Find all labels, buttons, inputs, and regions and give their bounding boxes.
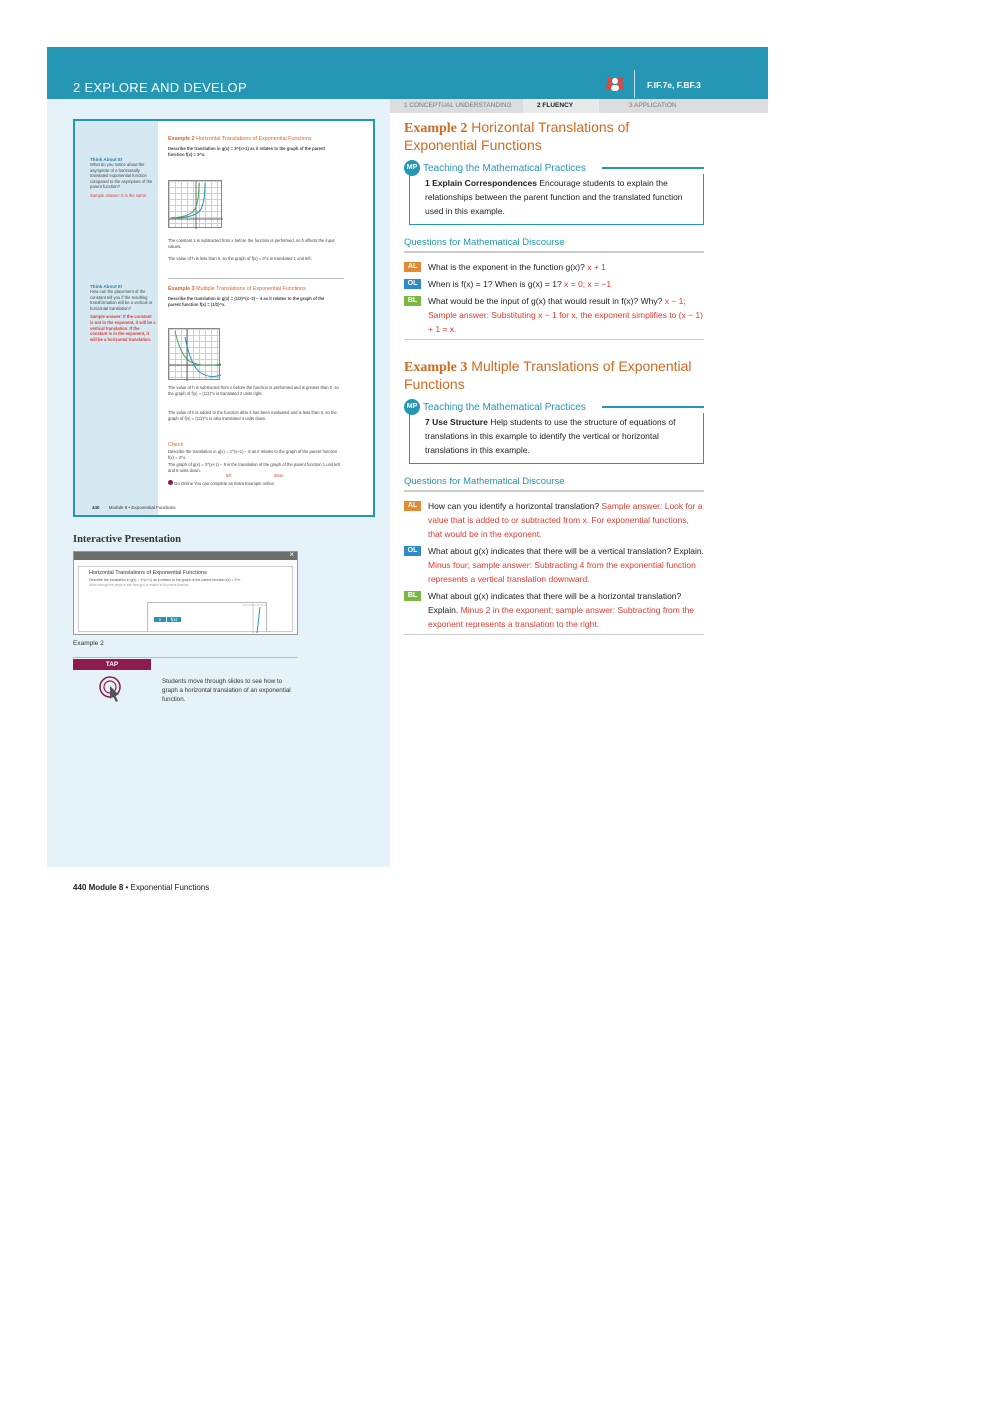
module-topic: • Exponential Functions [125,883,210,892]
mp-practice: 1 Explain Correspondences [425,178,537,188]
example-prompt: Describe the translation in g(x) = 3^(x+1) as it relates to the graph of the parent function f(x) = 3^x. [168,146,325,157]
think-about-it-text: What do you notice about the asymptote of a horizontally translated exponential function compared to the asymptote of the parent function? [90,162,153,190]
tab-conceptual[interactable]: 1 CONCEPTUAL UNDERSTANDING [404,102,512,109]
check-label: Check [168,442,184,448]
question-row [404,544,704,586]
interactive-screenshot[interactable] [73,551,298,635]
example-2-graph [168,180,222,228]
example-label: Example 3 [168,286,195,292]
banner-divider [634,70,635,98]
example-title: Multiple Translations of Exponential Functions [196,286,306,292]
exponential-curves [169,181,223,229]
student-page-module: Module 8 • Exponential Functions [108,505,176,510]
question-text: When is f(x) = 1? When is g(x) = 1? [428,278,562,289]
screen-title: Horizontal Translations of Exponential Functions [89,570,207,576]
question-text: What about g(x) indicates that there will be a horizontal translation? Explain. [428,590,682,615]
example-3-note-2: The value of k is added to the function after it has been evaluated and is less than 0, so the graph of f(x) = (1/2)^x is also translated 4 units down. [168,410,337,421]
think-about-it-title: Think About It! [90,157,123,162]
question-text: What about g(x) indicates that there will be a vertical translation? Explain. [428,545,704,556]
check-prompt: Describe the translation in g(x) = 2^(x+1) − 8 as it relates to the graph of the parent function f(x) = 2^x. [168,449,338,460]
page-number: 440 [73,883,87,892]
think-about-it-title: Think About It! [90,284,123,289]
think-about-it-1 [90,157,156,199]
mp-heading: Teaching the Mathematical Practices [423,401,586,413]
level-badge-bl: BL [404,296,421,306]
table-header-x: x [154,617,166,622]
teacher-example-2 [404,119,704,340]
student-page-number: 440 [92,505,100,510]
close-icon[interactable]: × [289,550,294,559]
question-text: What would be the input of g(x) that would result in f(x)? Why? [428,295,663,306]
question-row [404,499,704,541]
standards-label: F.IF.7e, F.BF.3 [647,80,701,90]
divider [168,278,344,279]
screen-line-2: Move through the steps to see how g(x) is related to its parent function. [89,583,190,587]
table-header-fx: f(x) [167,617,181,622]
example-label: Example 2 [168,136,195,142]
example-3-graph [168,328,220,380]
think-about-it-2 [90,284,156,342]
example-2-note-2: The value of h is less than 0, so the graph of f(x) = 3^x is translated 1 unit left. [168,256,312,261]
student-example-2 [168,136,338,157]
discourse-heading: Questions for Mathematical Discourse [404,237,565,248]
think-about-it-answer: Sample answer: It is the same. [90,192,148,198]
example-prompt: Describe the translation in g(x) = (1/2)^(x−2) − 4 as it relates to the graph of the parent function f(x) = (1/2)^x. [168,296,325,307]
answer-text: Minus four; sample answer: Subtracting 4 from the exponential function represents a vertical translation downward. [428,559,696,584]
check-section [168,442,344,487]
tap-label: TAP [73,659,151,670]
example-2-note-1: The constant 1 is subtracted from x before the function is performed, so h affects the input values. [168,238,335,249]
question-text: What is the exponent in the function g(x)? [428,261,585,272]
answer-text: x + 1 [587,261,606,272]
go-online-icon [168,480,173,485]
answer-blank-2: down [273,473,284,479]
mp-box [409,413,704,464]
mp-text: Encourage students to explain the relationships between the parent function and the translated function used in this example. [425,178,683,216]
mp-icon: MP [404,160,420,176]
student-page-footer [92,505,176,510]
mp-box [409,174,704,225]
page-footer [73,883,209,892]
level-badge-al: AL [404,501,421,511]
interactive-presentation-title: Interactive Presentation [73,534,181,545]
question-text: How can you identify a horizontal translation? [428,500,600,511]
mp-icon: MP [404,399,420,415]
lesson-tabs [390,99,768,113]
example-label: Example 3 [404,360,468,375]
example-title: Horizontal Translations of Exponential Functions [404,119,630,153]
answer-text: Sample answer: Look for a value that is added to or subtracted from x. For exponential functions, that would be in the exponent. [428,500,703,539]
teacher-example-3 [404,358,704,635]
screen-work-area [147,602,267,632]
think-about-it-text: How can the placement of the constant tell you if the resulting transformation will be a vertical or horizontal translation? [90,289,153,311]
tab-fluency[interactable]: 2 FLUENCY [523,99,599,113]
go-online-text: Go Online You can complete an Extra Example online. [174,480,275,486]
mp-heading: Teaching the Mathematical Practices [423,162,586,174]
level-badge-al: AL [404,262,421,272]
question-row [404,277,704,291]
answer-text: x = 0; x = −1 [564,278,612,289]
think-about-it-answer: Sample answer: If the constant is not in the exponent, it will be a vertical translation. If the constant is in the exponent, it will be a horizontal translation. [90,314,156,342]
exponential-curves [169,329,221,381]
tab-application[interactable]: 3 APPLICATION [629,102,677,109]
level-badge-ol: OL [404,279,421,289]
example-title: Multiple Translations of Exponential Functions [404,358,692,392]
module-label: Module 8 [88,883,124,892]
level-badge-ol: OL [404,546,421,556]
question-row [404,589,704,631]
answer-text: x − 1; Sample answer: Substituting x − 1 for x, the exponent simplifies to (x − 1) + 1 = x. [428,295,703,334]
example-3-note-1: The value of h is subtracted from x before the function is performed and is greater than 0, so the graph of f(x) = (1/2)^x is translated 2 units right. [168,385,339,396]
mp-text: Help students to use the structure of equations of translations in this example to identify the vertical or horizontal translations in this example. [425,417,676,455]
answer-blank-1: left [226,473,232,479]
group-icon [604,75,626,91]
divider [73,657,298,658]
example-title: Horizontal Translations of Exponential Functions [196,136,312,142]
mp-practice: 7 Use Structure [425,417,488,427]
interactive-caption: Example 2 [73,640,104,647]
tap-icon [98,675,126,705]
level-badge-bl: BL [404,591,421,601]
tap-description: Students move through slides to see how to graph a horizontal translation of an exponential function. [162,678,291,703]
answer-text: Minus 2 in the exponent; sample answer: Subtracting from the exponent represents a translation to the right. [428,604,695,629]
screen-line-1: Describe the translation in g(x) = 3^(x+1) as it relates to the graph of the parent function f(x) = 3^x. [89,578,241,582]
check-answer: The graph of g(x) = 2^(x+1) − 8 is the translation of the graph of the parent function 1 unit left and 8 units down. [168,462,340,473]
screenshot-titlebar [74,552,297,560]
student-example-3 [168,286,338,307]
question-row [404,294,704,336]
discourse-heading: Questions for Mathematical Discourse [404,476,565,487]
example-label: Example 2 [404,121,468,136]
mini-graph [243,603,267,633]
section-title: 2 EXPLORE AND DEVELOP [73,80,247,95]
question-row [404,260,704,274]
